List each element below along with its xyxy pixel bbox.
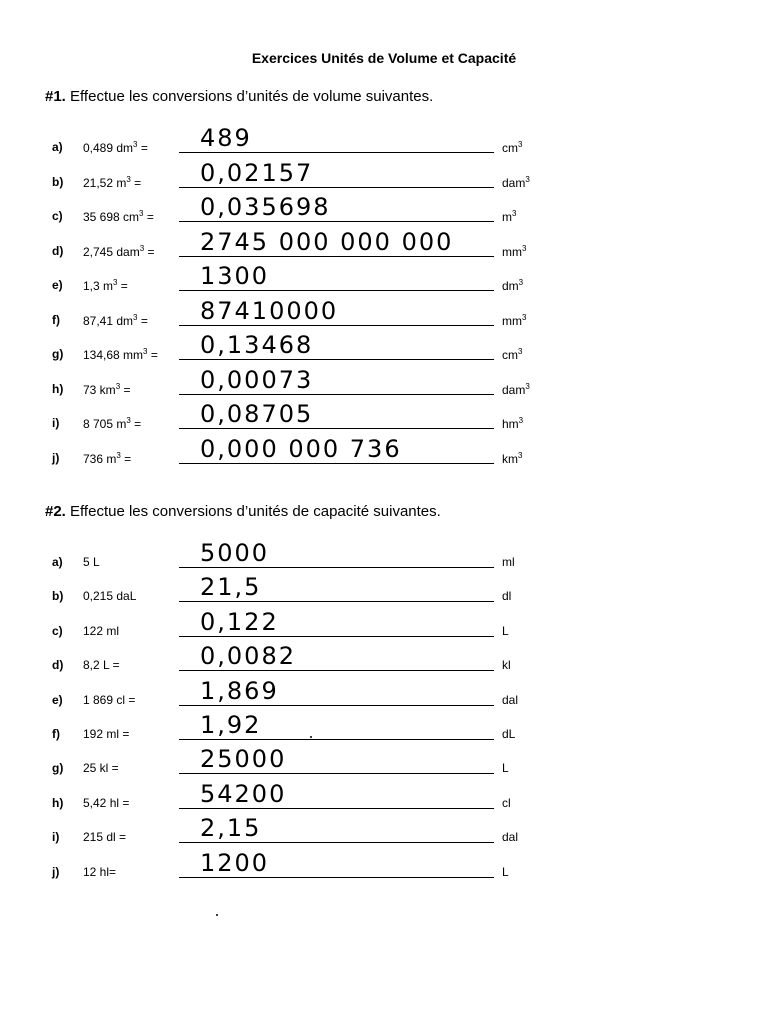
question-value: 35 698 cm bbox=[83, 210, 140, 224]
exercise-letter: c) bbox=[52, 623, 63, 638]
unit-name: L bbox=[502, 864, 509, 879]
exercise-letter: h) bbox=[52, 381, 64, 396]
exercise-row bbox=[0, 539, 768, 589]
unit-exponent: 3 bbox=[525, 174, 530, 184]
answer-line bbox=[179, 394, 494, 395]
handwritten-answer: 1,869 bbox=[200, 676, 279, 705]
target-unit bbox=[502, 278, 523, 293]
unit-name: kl bbox=[502, 658, 511, 673]
exercise-question bbox=[83, 278, 128, 293]
question-exponent: 3 bbox=[133, 312, 138, 322]
exercise-letter: f) bbox=[52, 312, 60, 327]
exercise-letter: b) bbox=[52, 174, 64, 189]
target-unit bbox=[502, 313, 526, 328]
question-value: 1,3 m bbox=[83, 279, 114, 293]
exercise-letter: f) bbox=[52, 727, 60, 741]
answer-line bbox=[179, 152, 494, 153]
unit-name: ml bbox=[502, 555, 515, 569]
question-value: 8,2 L = bbox=[83, 658, 120, 673]
exercise-row bbox=[0, 158, 768, 209]
section2-number: #2. bbox=[45, 503, 66, 520]
exercise-question bbox=[83, 451, 131, 466]
handwritten-answer: 489 bbox=[200, 124, 252, 152]
exercise-question bbox=[83, 624, 119, 638]
unit-exponent: 3 bbox=[512, 209, 517, 218]
question-equals: = bbox=[147, 348, 158, 362]
unit-name: cm bbox=[502, 348, 518, 362]
exercise-question bbox=[83, 693, 135, 707]
handwritten-answer: 1,92 bbox=[200, 711, 262, 739]
exercise-row bbox=[0, 814, 768, 864]
exercise-row bbox=[0, 676, 768, 727]
unit-exponent: 3 bbox=[518, 416, 524, 425]
unit-name: cl bbox=[502, 795, 511, 810]
exercise-row bbox=[0, 262, 768, 312]
exercise-row bbox=[0, 331, 768, 381]
handwritten-answer: 0,08705 bbox=[200, 400, 314, 428]
question-exponent: 3 bbox=[143, 347, 148, 356]
unit-name: km bbox=[502, 451, 518, 466]
exercise-question bbox=[83, 865, 116, 879]
target-unit bbox=[502, 658, 511, 672]
target-unit bbox=[502, 830, 518, 844]
question-equals: = bbox=[137, 313, 148, 328]
question-value: 0,215 daL bbox=[83, 589, 137, 604]
target-unit bbox=[502, 865, 509, 879]
question-exponent: 3 bbox=[126, 174, 131, 184]
exercise-question bbox=[83, 761, 119, 775]
unit-name: L bbox=[502, 761, 509, 776]
exercise-letter: a) bbox=[52, 555, 63, 569]
exercise-question bbox=[83, 796, 129, 810]
question-exponent: 3 bbox=[113, 278, 118, 287]
exercise-question bbox=[83, 658, 120, 672]
answer-line bbox=[179, 325, 494, 326]
exercise-letter: b) bbox=[52, 589, 64, 604]
handwritten-answer: 25000 bbox=[200, 745, 287, 774]
stray-dot bbox=[216, 914, 218, 916]
answer-line bbox=[179, 877, 494, 878]
target-unit bbox=[502, 140, 522, 155]
question-exponent: 3 bbox=[126, 416, 131, 425]
target-unit bbox=[502, 624, 509, 638]
exercise-question bbox=[83, 382, 130, 397]
exercise-row bbox=[0, 573, 768, 623]
handwritten-answer: 87410000 bbox=[200, 296, 339, 325]
target-unit bbox=[502, 175, 530, 190]
target-unit bbox=[502, 761, 509, 775]
answer-line bbox=[179, 567, 494, 568]
answer-line bbox=[179, 705, 494, 706]
question-exponent: 3 bbox=[139, 209, 144, 218]
exercise-question bbox=[83, 347, 158, 362]
target-unit bbox=[502, 796, 511, 810]
handwritten-answer: 1300 bbox=[200, 262, 270, 290]
answer-line bbox=[179, 739, 494, 740]
exercise-row bbox=[0, 642, 768, 692]
exercise-row bbox=[0, 848, 768, 899]
exercise-row bbox=[0, 779, 768, 830]
question-value: 8 705 m bbox=[83, 417, 127, 431]
exercise-question bbox=[83, 830, 126, 844]
exercise-question bbox=[83, 313, 148, 328]
exercise-row bbox=[0, 745, 768, 795]
unit-name: hm bbox=[502, 417, 519, 431]
target-unit bbox=[502, 382, 530, 397]
handwritten-answer: 0,00073 bbox=[200, 365, 314, 394]
section1-heading bbox=[45, 88, 433, 105]
target-unit bbox=[502, 727, 515, 741]
exercise-question bbox=[83, 555, 100, 569]
section1-heading-text: Effectue les conversions d’unités de volume suivantes. bbox=[70, 88, 434, 105]
exercise-letter: j) bbox=[52, 864, 60, 879]
unit-name: dam bbox=[502, 382, 526, 397]
exercise-letter: d) bbox=[52, 243, 64, 258]
exercise-letter: g) bbox=[52, 347, 64, 361]
unit-name: cm bbox=[502, 141, 518, 155]
section2-heading-text: Effectue les conversions d’unités de capacité suivantes. bbox=[70, 503, 441, 520]
question-value: 5,42 hl = bbox=[83, 795, 130, 810]
section1-number: #1. bbox=[45, 88, 66, 105]
unit-name: dL bbox=[502, 727, 516, 741]
question-equals: = bbox=[143, 210, 154, 224]
exercise-letter: e) bbox=[52, 692, 63, 707]
question-value: 0,489 dm bbox=[83, 141, 134, 155]
question-value: 736 m bbox=[83, 451, 117, 466]
target-unit bbox=[502, 347, 522, 362]
question-equals: = bbox=[144, 244, 155, 259]
answer-line bbox=[179, 808, 494, 809]
question-value: 2,745 dam bbox=[83, 244, 140, 259]
question-value: 12 hl= bbox=[83, 864, 117, 879]
exercise-row bbox=[0, 296, 768, 347]
answer-line bbox=[179, 636, 494, 637]
unit-name: dal bbox=[502, 830, 519, 845]
handwritten-answer: 0,13468 bbox=[200, 331, 314, 359]
handwritten-answer: 54200 bbox=[200, 779, 287, 808]
unit-name: mm bbox=[502, 244, 522, 259]
answer-line bbox=[179, 428, 494, 429]
question-value: 5 L bbox=[83, 555, 100, 569]
exercise-row bbox=[0, 227, 768, 278]
question-value: 1 869 cl = bbox=[83, 692, 136, 707]
exercise-row bbox=[0, 711, 768, 761]
target-unit bbox=[502, 589, 511, 603]
exercise-letter: j) bbox=[52, 450, 60, 465]
question-exponent: 3 bbox=[133, 140, 138, 149]
question-value: 25 kl = bbox=[83, 761, 119, 776]
unit-name: dam bbox=[502, 175, 526, 190]
worksheet-title: Exercices Unités de Volume et Capacité bbox=[251, 50, 517, 66]
question-value: 215 dl = bbox=[83, 830, 127, 845]
question-value: 21,52 m bbox=[83, 175, 127, 190]
answer-line bbox=[179, 601, 494, 602]
unit-exponent: 3 bbox=[518, 278, 524, 287]
question-value: 73 km bbox=[83, 382, 116, 397]
exercise-row bbox=[0, 365, 768, 416]
question-equals: = bbox=[130, 175, 142, 190]
exercise-letter: d) bbox=[52, 658, 64, 673]
unit-name: dm bbox=[502, 279, 519, 293]
unit-exponent: 3 bbox=[522, 243, 527, 253]
answer-line bbox=[179, 670, 494, 671]
answer-line bbox=[179, 187, 494, 188]
exercise-letter: g) bbox=[52, 761, 64, 776]
answer-line bbox=[179, 359, 494, 360]
exercise-row bbox=[0, 434, 768, 485]
handwritten-answer: 0,0082 bbox=[200, 642, 296, 671]
exercise-row bbox=[0, 124, 768, 174]
exercise-question bbox=[83, 244, 155, 259]
question-value: 134,68 mm bbox=[83, 348, 144, 362]
exercise-question bbox=[83, 727, 129, 741]
exercise-question bbox=[83, 140, 148, 155]
answer-line bbox=[179, 463, 494, 464]
target-unit bbox=[502, 693, 518, 707]
target-unit bbox=[502, 555, 515, 569]
question-equals: = bbox=[120, 451, 132, 466]
question-value: 122 ml bbox=[83, 623, 120, 638]
question-equals: = bbox=[137, 141, 148, 155]
unit-name: L bbox=[502, 623, 509, 638]
question-value: 192 ml = bbox=[83, 727, 130, 741]
handwritten-answer: 0,000 000 736 bbox=[200, 434, 402, 463]
unit-name: dal bbox=[502, 692, 519, 707]
exercise-letter: a) bbox=[52, 140, 63, 154]
exercise-letter: e) bbox=[52, 278, 63, 292]
unit-exponent: 3 bbox=[525, 381, 530, 391]
handwritten-answer: 2745 000 000 000 bbox=[200, 227, 454, 256]
answer-line bbox=[179, 773, 494, 774]
answer-line bbox=[179, 290, 494, 291]
exercise-letter: c) bbox=[52, 209, 63, 223]
question-exponent: 3 bbox=[116, 450, 121, 460]
target-unit bbox=[502, 451, 522, 466]
exercise-question bbox=[83, 175, 141, 190]
handwritten-answer: 21,5 bbox=[200, 573, 262, 602]
unit-name: m bbox=[502, 210, 512, 224]
target-unit bbox=[502, 416, 523, 431]
handwritten-answer: 0,122 bbox=[200, 607, 279, 636]
target-unit bbox=[502, 244, 526, 259]
exercise-letter: i) bbox=[52, 830, 60, 845]
handwritten-answer: 2,15 bbox=[200, 814, 262, 843]
exercise-question bbox=[83, 209, 154, 224]
question-exponent: 3 bbox=[115, 381, 121, 391]
handwritten-answer: 5000 bbox=[200, 539, 270, 567]
handwritten-answer: 1200 bbox=[200, 848, 270, 877]
answer-line bbox=[179, 256, 494, 257]
question-equals: = bbox=[130, 417, 142, 431]
unit-exponent: 3 bbox=[518, 140, 523, 149]
handwritten-answer: 0,035698 bbox=[200, 193, 331, 221]
exercise-question bbox=[83, 416, 141, 431]
question-value: 87,41 dm bbox=[83, 313, 134, 328]
unit-name: mm bbox=[502, 313, 522, 328]
question-exponent: 3 bbox=[139, 243, 145, 253]
exercise-letter: i) bbox=[52, 416, 60, 430]
section2-heading bbox=[45, 503, 441, 520]
answer-line bbox=[179, 221, 494, 222]
unit-exponent: 3 bbox=[522, 312, 527, 322]
handwritten-answer: 0,02157 bbox=[200, 158, 314, 187]
stray-dot bbox=[310, 736, 312, 738]
unit-exponent: 3 bbox=[518, 450, 523, 460]
answer-line bbox=[179, 842, 494, 843]
exercise-question bbox=[83, 589, 136, 603]
question-equals: = bbox=[117, 279, 128, 293]
exercise-row bbox=[0, 607, 768, 658]
unit-name: dl bbox=[502, 589, 512, 604]
target-unit bbox=[502, 209, 516, 224]
unit-exponent: 3 bbox=[518, 347, 523, 356]
question-equals: = bbox=[120, 382, 131, 397]
exercise-letter: h) bbox=[52, 795, 64, 810]
